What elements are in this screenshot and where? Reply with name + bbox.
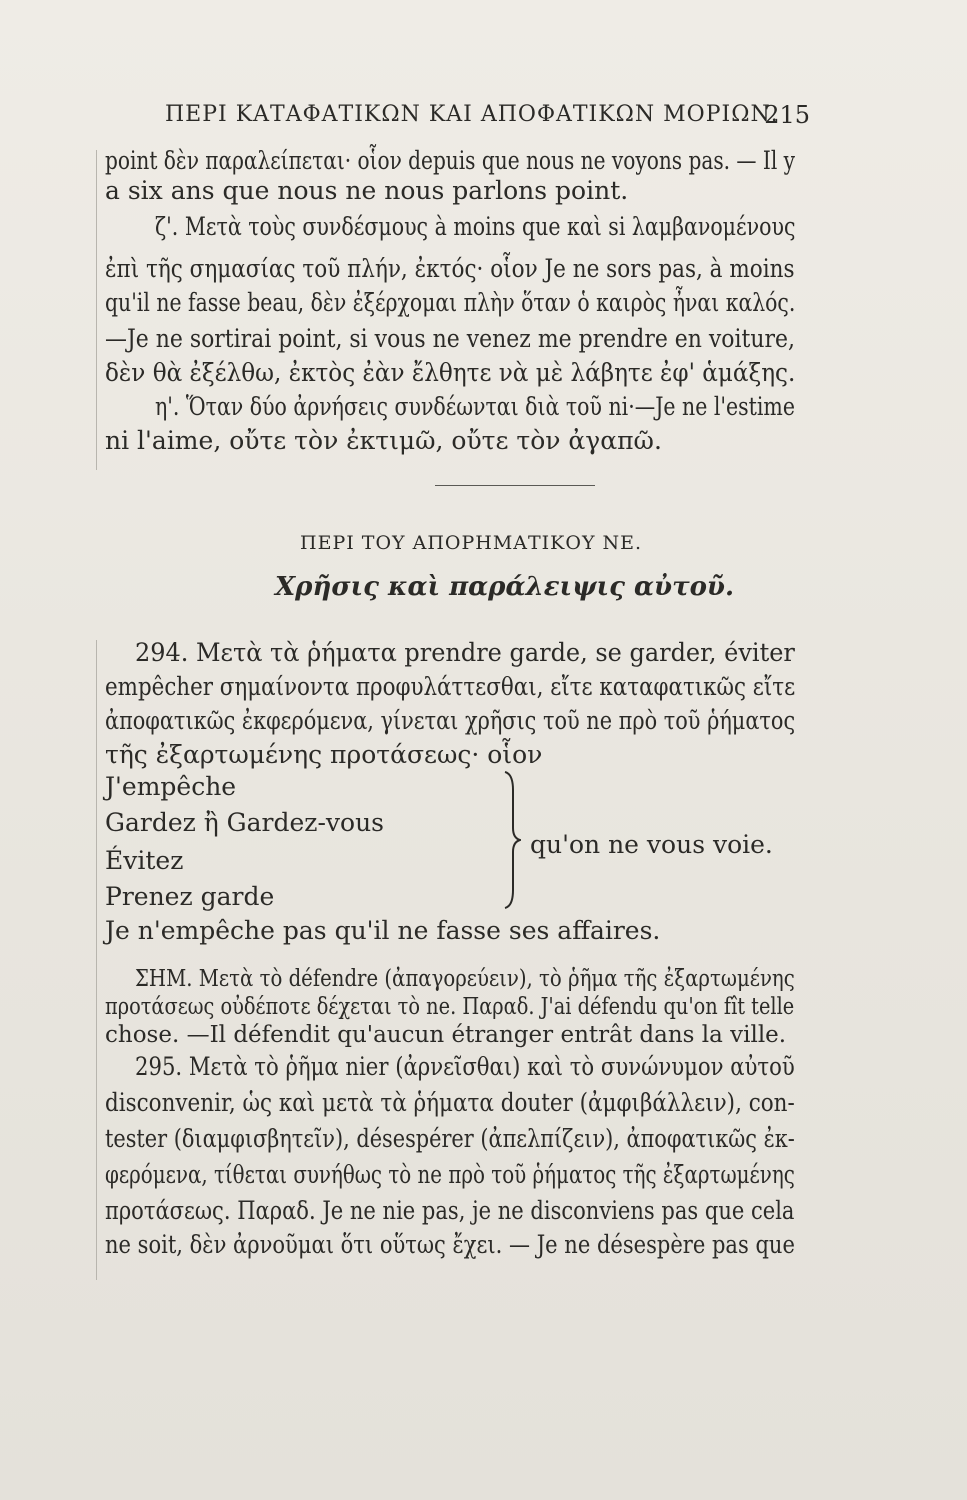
example-line: Évitez <box>105 846 184 875</box>
brace <box>503 770 521 910</box>
example-line: Je n'empêche pas qu'il ne fasse ses affaires. <box>105 916 661 945</box>
text-line: δὲν θὰ ἐξέλθω, ἐκτὸς ἐὰν ἔλθητε νὰ μὲ λάβητε ἐφ' ἁμάξης. <box>105 358 796 387</box>
text-line: qu'il ne fasse beau, δὲν ἐξέρχομαι πλὴν ὅταν ὁ καιρὸς ἦναι καλός. <box>105 288 796 317</box>
note-line: προτάσεως οὐδέποτε δέχεται τὸ ne. Παραδ. J'ai défendu qu'on fît telle <box>105 994 795 1020</box>
example-line: J'empêche <box>105 772 237 801</box>
text-line: 295. Μετὰ τὸ ῥῆμα nier (ἀρνεῖσθαι) καὶ τὸ συνώνυμον αὐτοῦ <box>135 1052 795 1081</box>
text-line: ne soit, δὲν ἀρνοῦμαι ὅτι οὕτως ἔχει. — Je ne désespère pas que <box>105 1230 795 1259</box>
margin-line <box>96 150 97 470</box>
note-line: ΣΗΜ. Μετὰ τὸ défendre (ἀπαγορεύειν), τὸ ῥῆμα τῆς ἐξαρτωμένης <box>135 966 795 992</box>
example-shared: qu'on ne vous voie. <box>530 830 773 859</box>
text-line: —Je ne sortirai point, si vous ne venez me prendre en voiture, <box>105 324 795 353</box>
text-line: ζ'. Μετὰ τοὺς συνδέσμους à moins que καὶ si λαμβανομένους <box>155 212 796 241</box>
text-line: ἐπὶ τῆς σημασίας τοῦ πλήν, ἐκτός· οἷον Je ne sors pas, à moins <box>105 254 795 283</box>
text-line: φερόμενα, τίθεται συνήθως τὸ ne πρὸ τοῦ ῥήματος τῆς ἐξαρτωμένης <box>105 1160 795 1189</box>
text-line: τῆς ἐξαρτωμένης προτάσεως· οἷον <box>105 740 543 769</box>
text-line: ni l'aime, οὔτε τὸν ἐκτιμῶ, οὔτε τὸν ἀγαπῶ. <box>105 426 662 455</box>
text-line: η'. Ὅταν δύο ἀρνήσεις συνδέωνται διὰ τοῦ ni·—Je ne l'estime <box>155 392 795 421</box>
section-rule <box>435 485 595 486</box>
text-line: disconvenir, ὡς καὶ μετὰ τὰ ῥήματα douter (ἀμφιβάλλειν), con- <box>105 1088 795 1117</box>
text-line: empêcher σημαίνοντα προφυλάττεσθαι, εἴτε καταφατικῶς εἴτε <box>105 672 796 701</box>
text-line: a six ans que nous ne nous parlons point. <box>105 176 629 205</box>
margin-line <box>96 640 97 1280</box>
section-title: ΠΕΡΙ ΤΟΥ ΑΠΟΡΗΜΑΤΙΚΟΥ ΝΕ. <box>300 532 643 554</box>
text-line: προτάσεως. Παραδ. Je ne nie pas, je ne disconviens pas que cela <box>105 1196 795 1225</box>
running-header: ΠΕΡΙ ΚΑΤΑΦΑΤΙΚΩΝ ΚΑΙ ΑΠΟΦΑΤΙΚΩΝ ΜΟΡΙΩΝ. <box>165 102 779 127</box>
section-subtitle: Χρῆσις καὶ παράλειψις αὐτοῦ. <box>275 572 734 602</box>
example-line: Prenez garde <box>105 882 275 911</box>
note-line: chose. —Il défendit qu'aucun étranger entrât dans la ville. <box>105 1022 787 1048</box>
example-line: Gardez ἢ Gardez-vous <box>105 808 385 837</box>
text-line: point δὲν παραλείπεται· οἷον depuis que nous ne voyons pas. — Il y <box>105 146 796 175</box>
text-line: ἀποφατικῶς ἐκφερόμενα, γίνεται χρῆσις τοῦ ne πρὸ τοῦ ῥήματος <box>105 706 796 735</box>
page-number: 215 <box>764 101 810 129</box>
text-line: tester (διαμφισβητεῖν), désespérer (ἀπελπίζειν), ἀποφατικῶς ἐκ- <box>105 1124 795 1153</box>
text-line: 294. Μετὰ τὰ ῥήματα prendre garde, se garder, éviter <box>135 638 795 667</box>
